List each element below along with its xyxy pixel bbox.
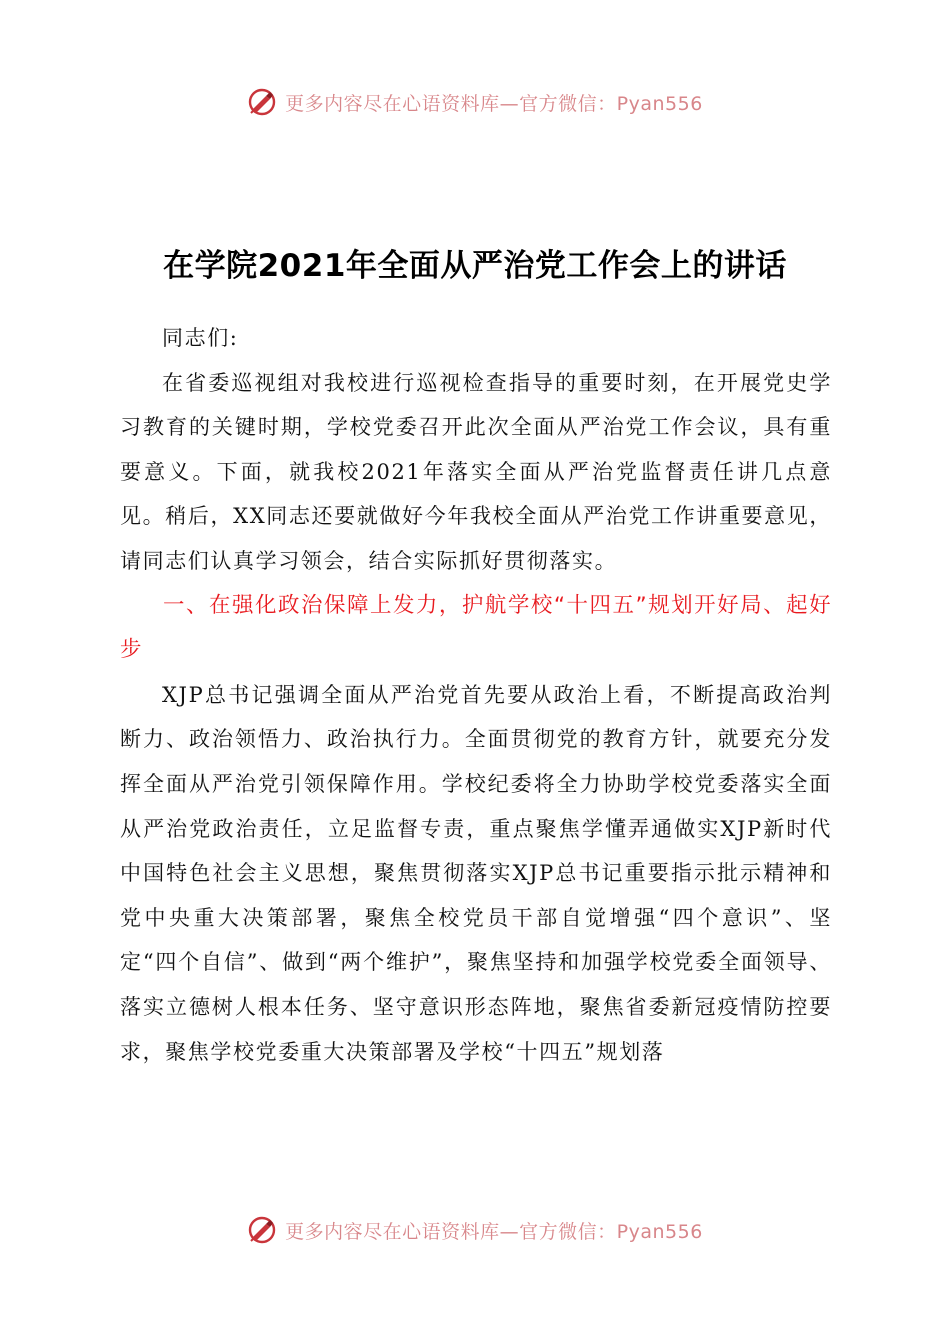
watermark-text: 更多内容尽在心语资料库—官方微信：Pyan556 xyxy=(285,1220,703,1243)
document-title: 在学院2021年全面从严治党工作会上的讲话 xyxy=(163,248,787,284)
watermark-text: 更多内容尽在心语资料库—官方微信：Pyan556 xyxy=(285,92,703,115)
header-watermark xyxy=(0,82,950,122)
paragraph-section-1: XJP总书记强调全面从严治党首先要从政治上看，不断提高政治判断力、政治领悟力、政治执行力。全面贯彻党的教育方针，就要充分发挥全面从严治党引领保障作用。学校纪委将全力协助学校党委落实全面从严治党政治责任，立足监督专责，重点聚焦学懂弄通做实XJP新时代中国特色社会主义思想，聚焦贯彻落实XJP总书记重要指示批示精神和党中央重大决策部署，聚焦全校党员干部自觉增强“四个意识”、坚定“四个自信”、做到“两个维护”，聚焦坚持和加强学校党委全面领导、落实立德树人根本任务、坚守意识形态阵地，聚焦省委新冠疫情防控要求，聚焦学校党委重大决策部署及学校“十四五”规划落 xyxy=(120,682,832,1064)
footer-watermark xyxy=(0,1210,950,1250)
pen-nib-logo-icon xyxy=(247,1215,277,1245)
document-body xyxy=(120,316,832,1074)
pen-nib-logo-icon xyxy=(247,87,277,117)
section-heading-1: 一、在强化政治保障上发力，护航学校“十四五”规划开好局、起好步 xyxy=(120,592,832,663)
salutation: 同志们: xyxy=(162,326,239,350)
paragraph-intro: 在省委巡视组对我校进行巡视检查指导的重要时刻，在开展党史学习教育的关键时期，学校党委召开此次全面从严治党工作会议，具有重要意义。下面，就我校2021年落实全面从严治党监督责任讲几点意见。稍后，XX同志还要就做好今年我校全面从严治党工作讲重要意见，请同志们认真学习领会，结合实际抓好贯彻落实。 xyxy=(120,370,832,573)
